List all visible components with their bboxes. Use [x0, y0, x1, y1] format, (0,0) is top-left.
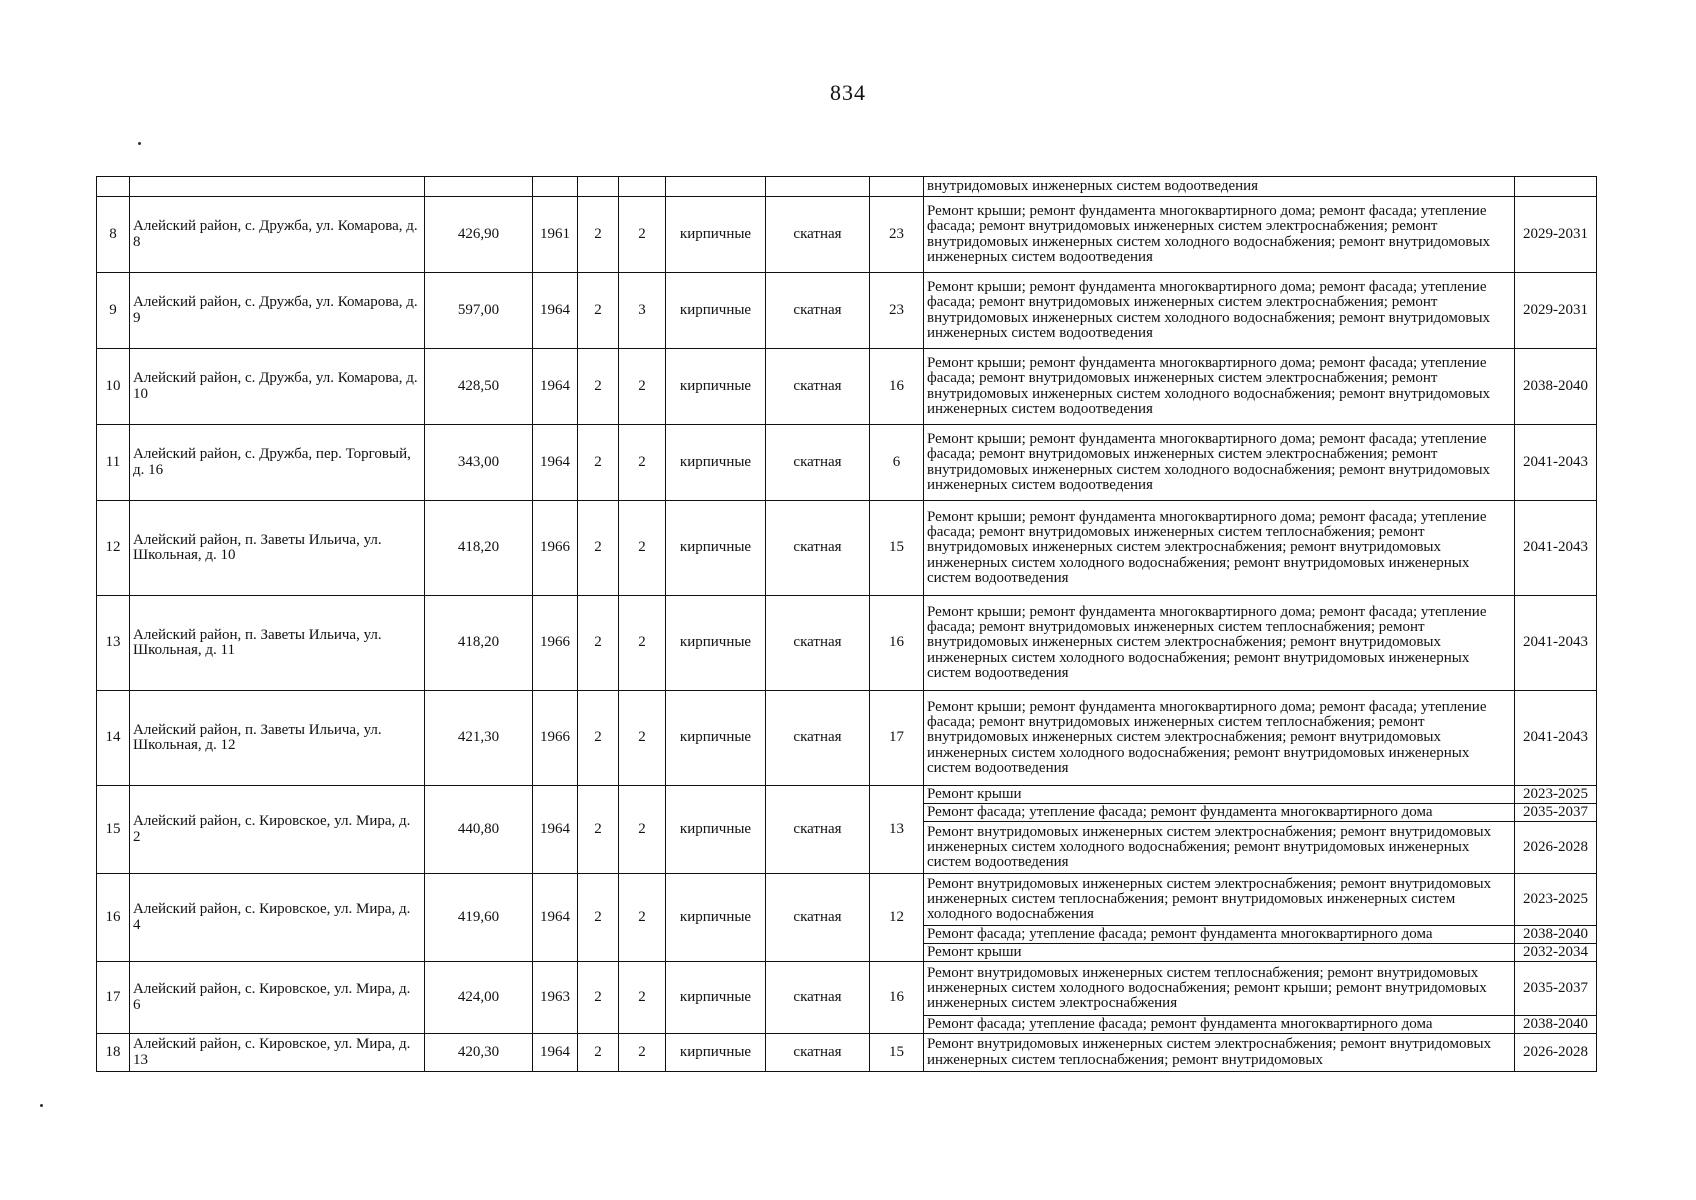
cell-entrances: 2	[619, 962, 666, 1034]
cell-year: 1964	[533, 786, 578, 874]
cell-num: 8	[97, 197, 130, 273]
cell-area: 421,30	[425, 691, 533, 786]
cell-address	[130, 177, 425, 197]
cell-works: Ремонт крыши; ремонт фундамента многоквартирного дома; ремонт фасада; утепление фасада; ремонт внутридомовых инженерных систем электроснабжения; ремонт внутридомовых инженерных систем холодного водоснабжения; ремонт внутридомовых инженерных систем водоотведения	[924, 273, 1515, 349]
cell-value: 23	[870, 273, 924, 349]
cell-roof: скатная	[766, 273, 870, 349]
cell-works: Ремонт внутридомовых инженерных систем электроснабжения; ремонт внутридомовых инженерных систем теплоснабжения; ремонт внутридомовых инженерных систем холодного водоснабжения	[924, 874, 1515, 926]
cell-period: 2038-2040	[1515, 349, 1597, 425]
cell-entrances: 2	[619, 501, 666, 596]
cell-works: Ремонт крыши; ремонт фундамента многоквартирного дома; ремонт фасада; утепление фасада; ремонт внутридомовых инженерных систем электроснабжения; ремонт внутридомовых инженерных систем холодного водоснабжения; ремонт внутридомовых инженерных систем водоотведения	[924, 197, 1515, 273]
cell-entrances: 2	[619, 1034, 666, 1072]
cell-works: Ремонт фасада; утепление фасада; ремонт фундамента многоквартирного дома	[924, 1016, 1515, 1034]
cell-walls: кирпичные	[666, 501, 766, 596]
cell-address: Алейский район, п. Заветы Ильича, ул. Школьная, д. 10	[130, 501, 425, 596]
cell-period	[1515, 177, 1597, 197]
cell-num	[97, 177, 130, 197]
cell-entrances: 2	[619, 425, 666, 501]
cell-period: 2026-2028	[1515, 822, 1597, 874]
cell-floors	[578, 177, 619, 197]
cell-entrances: 2	[619, 349, 666, 425]
registry-table	[96, 176, 1597, 1072]
cell-works: Ремонт фасада; утепление фасада; ремонт фундамента многоквартирного дома	[924, 926, 1515, 944]
cell-value: 6	[870, 425, 924, 501]
cell-address: Алейский район, п. Заветы Ильича, ул. Школьная, д. 11	[130, 596, 425, 691]
table-row	[97, 197, 1597, 273]
cell-roof: скатная	[766, 349, 870, 425]
cell-year: 1966	[533, 596, 578, 691]
cell-value: 12	[870, 874, 924, 962]
table-row	[97, 691, 1597, 786]
cell-year: 1964	[533, 874, 578, 962]
cell-walls: кирпичные	[666, 786, 766, 874]
cell-period: 2041-2043	[1515, 691, 1597, 786]
cell-period: 2035-2037	[1515, 804, 1597, 822]
cell-value: 13	[870, 786, 924, 874]
cell-roof: скатная	[766, 786, 870, 874]
table-row	[97, 273, 1597, 349]
cell-floors: 2	[578, 349, 619, 425]
cell-roof: скатная	[766, 874, 870, 962]
cell-area: 418,20	[425, 596, 533, 691]
cell-floors: 2	[578, 1034, 619, 1072]
table-row	[97, 786, 1597, 804]
table-row	[97, 425, 1597, 501]
cell-value: 16	[870, 962, 924, 1034]
cell-address: Алейский район, с. Кировское, ул. Мира, д. 2	[130, 786, 425, 874]
cell-floors: 2	[578, 691, 619, 786]
cell-year: 1963	[533, 962, 578, 1034]
cell-roof	[766, 177, 870, 197]
cell-area: 597,00	[425, 273, 533, 349]
scan-speck	[40, 1104, 43, 1107]
cell-entrances: 2	[619, 691, 666, 786]
cell-entrances: 2	[619, 874, 666, 962]
cell-floors: 2	[578, 273, 619, 349]
cell-num: 12	[97, 501, 130, 596]
cell-period: 2023-2025	[1515, 786, 1597, 804]
cell-num: 13	[97, 596, 130, 691]
table-body	[97, 177, 1597, 1072]
cell-floors: 2	[578, 962, 619, 1034]
table-row	[97, 349, 1597, 425]
cell-entrances	[619, 177, 666, 197]
continuation-row	[97, 177, 1597, 197]
table-row	[97, 596, 1597, 691]
cell-num: 10	[97, 349, 130, 425]
cell-address: Алейский район, с. Дружба, ул. Комарова, д. 10	[130, 349, 425, 425]
cell-period: 2023-2025	[1515, 874, 1597, 926]
cell-floors: 2	[578, 425, 619, 501]
cell-value: 23	[870, 197, 924, 273]
table-row	[97, 874, 1597, 926]
cell-floors: 2	[578, 197, 619, 273]
cell-address: Алейский район, с. Кировское, ул. Мира, д. 13	[130, 1034, 425, 1072]
cell-address: Алейский район, п. Заветы Ильича, ул. Школьная, д. 12	[130, 691, 425, 786]
cell-address: Алейский район, с. Дружба, ул. Комарова, д. 9	[130, 273, 425, 349]
cell-period: 2026-2028	[1515, 1034, 1597, 1072]
cell-walls	[666, 177, 766, 197]
cell-walls: кирпичные	[666, 874, 766, 962]
cell-area: 420,30	[425, 1034, 533, 1072]
cell-year: 1966	[533, 691, 578, 786]
cell-walls: кирпичные	[666, 197, 766, 273]
table-row	[97, 1034, 1597, 1072]
cell-works: Ремонт крыши	[924, 944, 1515, 962]
cell-works: Ремонт крыши; ремонт фундамента многоквартирного дома; ремонт фасада; утепление фасада; ремонт внутридомовых инженерных систем электроснабжения; ремонт внутридомовых инженерных систем холодного водоснабжения; ремонт внутридомовых инженерных систем водоотведения	[924, 349, 1515, 425]
cell-period: 2032-2034	[1515, 944, 1597, 962]
cell-works: Ремонт крыши; ремонт фундамента многоквартирного дома; ремонт фасада; утепление фасада; ремонт внутридомовых инженерных систем электроснабжения; ремонт внутридомовых инженерных систем холодного водоснабжения; ремонт внутридомовых инженерных систем водоотведения	[924, 425, 1515, 501]
cell-period: 2041-2043	[1515, 425, 1597, 501]
cell-value: 15	[870, 1034, 924, 1072]
table-row	[97, 501, 1597, 596]
cell-period: 2041-2043	[1515, 596, 1597, 691]
cell-period: 2029-2031	[1515, 197, 1597, 273]
cell-year: 1964	[533, 1034, 578, 1072]
cell-area: 440,80	[425, 786, 533, 874]
cell-num: 15	[97, 786, 130, 874]
cell-value: 15	[870, 501, 924, 596]
cell-works: Ремонт внутридомовых инженерных систем электроснабжения; ремонт внутридомовых инженерных систем теплоснабжения; ремонт внутридомовых	[924, 1034, 1515, 1072]
table-row	[97, 962, 1597, 1016]
cell-floors: 2	[578, 874, 619, 962]
cell-works: Ремонт крыши; ремонт фундамента многоквартирного дома; ремонт фасада; утепление фасада; ремонт внутридомовых инженерных систем теплоснабжения; ремонт внутридомовых инженерных систем электроснабжения; ремонт внутридомовых инженерных систем холодного водоснабжения; ремонт внутридомовых инженерных систем водоотведения	[924, 501, 1515, 596]
cell-num: 11	[97, 425, 130, 501]
cell-works: внутридомовых инженерных систем водоотведения	[924, 177, 1515, 197]
cell-works: Ремонт крыши; ремонт фундамента многоквартирного дома; ремонт фасада; утепление фасада; ремонт внутридомовых инженерных систем теплоснабжения; ремонт внутридомовых инженерных систем электроснабжения; ремонт внутридомовых инженерных систем холодного водоснабжения; ремонт внутридомовых инженерных систем водоотведения	[924, 596, 1515, 691]
cell-walls: кирпичные	[666, 691, 766, 786]
cell-value: 16	[870, 596, 924, 691]
cell-roof: скатная	[766, 1034, 870, 1072]
cell-num: 18	[97, 1034, 130, 1072]
cell-area: 428,50	[425, 349, 533, 425]
cell-area: 418,20	[425, 501, 533, 596]
cell-period: 2038-2040	[1515, 1016, 1597, 1034]
cell-year: 1966	[533, 501, 578, 596]
page-number: 834	[830, 80, 866, 105]
cell-entrances: 3	[619, 273, 666, 349]
cell-works: Ремонт фасада; утепление фасада; ремонт фундамента многоквартирного дома	[924, 804, 1515, 822]
cell-num: 14	[97, 691, 130, 786]
cell-year: 1964	[533, 349, 578, 425]
cell-address: Алейский район, с. Кировское, ул. Мира, д. 6	[130, 962, 425, 1034]
cell-entrances: 2	[619, 786, 666, 874]
cell-address: Алейский район, с. Кировское, ул. Мира, д. 4	[130, 874, 425, 962]
cell-num: 17	[97, 962, 130, 1034]
cell-period: 2041-2043	[1515, 501, 1597, 596]
cell-entrances: 2	[619, 197, 666, 273]
cell-walls: кирпичные	[666, 596, 766, 691]
cell-walls: кирпичные	[666, 273, 766, 349]
cell-area: 419,60	[425, 874, 533, 962]
cell-year	[533, 177, 578, 197]
cell-value: 16	[870, 349, 924, 425]
cell-num: 16	[97, 874, 130, 962]
cell-roof: скатная	[766, 501, 870, 596]
cell-floors: 2	[578, 786, 619, 874]
cell-year: 1964	[533, 273, 578, 349]
cell-floors: 2	[578, 596, 619, 691]
cell-year: 1964	[533, 425, 578, 501]
cell-entrances: 2	[619, 596, 666, 691]
cell-period: 2035-2037	[1515, 962, 1597, 1016]
cell-roof: скатная	[766, 691, 870, 786]
cell-roof: скатная	[766, 962, 870, 1034]
cell-area	[425, 177, 533, 197]
cell-works: Ремонт внутридомовых инженерных систем электроснабжения; ремонт внутридомовых инженерных систем холодного водоснабжения; ремонт внутридомовых инженерных систем водоотведения	[924, 822, 1515, 874]
cell-roof: скатная	[766, 197, 870, 273]
cell-value: 17	[870, 691, 924, 786]
cell-works: Ремонт крыши; ремонт фундамента многоквартирного дома; ремонт фасада; утепление фасада; ремонт внутридомовых инженерных систем теплоснабжения; ремонт внутридомовых инженерных систем электроснабжения; ремонт внутридомовых инженерных систем холодного водоснабжения; ремонт внутридомовых инженерных систем водоотведения	[924, 691, 1515, 786]
cell-roof: скатная	[766, 596, 870, 691]
cell-floors: 2	[578, 501, 619, 596]
cell-roof: скатная	[766, 425, 870, 501]
scan-speck	[138, 142, 141, 145]
cell-area: 426,90	[425, 197, 533, 273]
cell-walls: кирпичные	[666, 425, 766, 501]
cell-period: 2029-2031	[1515, 273, 1597, 349]
cell-value	[870, 177, 924, 197]
cell-works: Ремонт крыши	[924, 786, 1515, 804]
cell-works: Ремонт внутридомовых инженерных систем теплоснабжения; ремонт внутридомовых инженерных систем холодного водоснабжения; ремонт крыши; ремонт внутридомовых инженерных систем электроснабжения	[924, 962, 1515, 1016]
cell-address: Алейский район, с. Дружба, ул. Комарова, д. 8	[130, 197, 425, 273]
cell-period: 2038-2040	[1515, 926, 1597, 944]
cell-area: 343,00	[425, 425, 533, 501]
cell-walls: кирпичные	[666, 962, 766, 1034]
cell-year: 1961	[533, 197, 578, 273]
cell-walls: кирпичные	[666, 1034, 766, 1072]
cell-area: 424,00	[425, 962, 533, 1034]
cell-address: Алейский район, с. Дружба, пер. Торговый, д. 16	[130, 425, 425, 501]
cell-walls: кирпичные	[666, 349, 766, 425]
cell-num: 9	[97, 273, 130, 349]
